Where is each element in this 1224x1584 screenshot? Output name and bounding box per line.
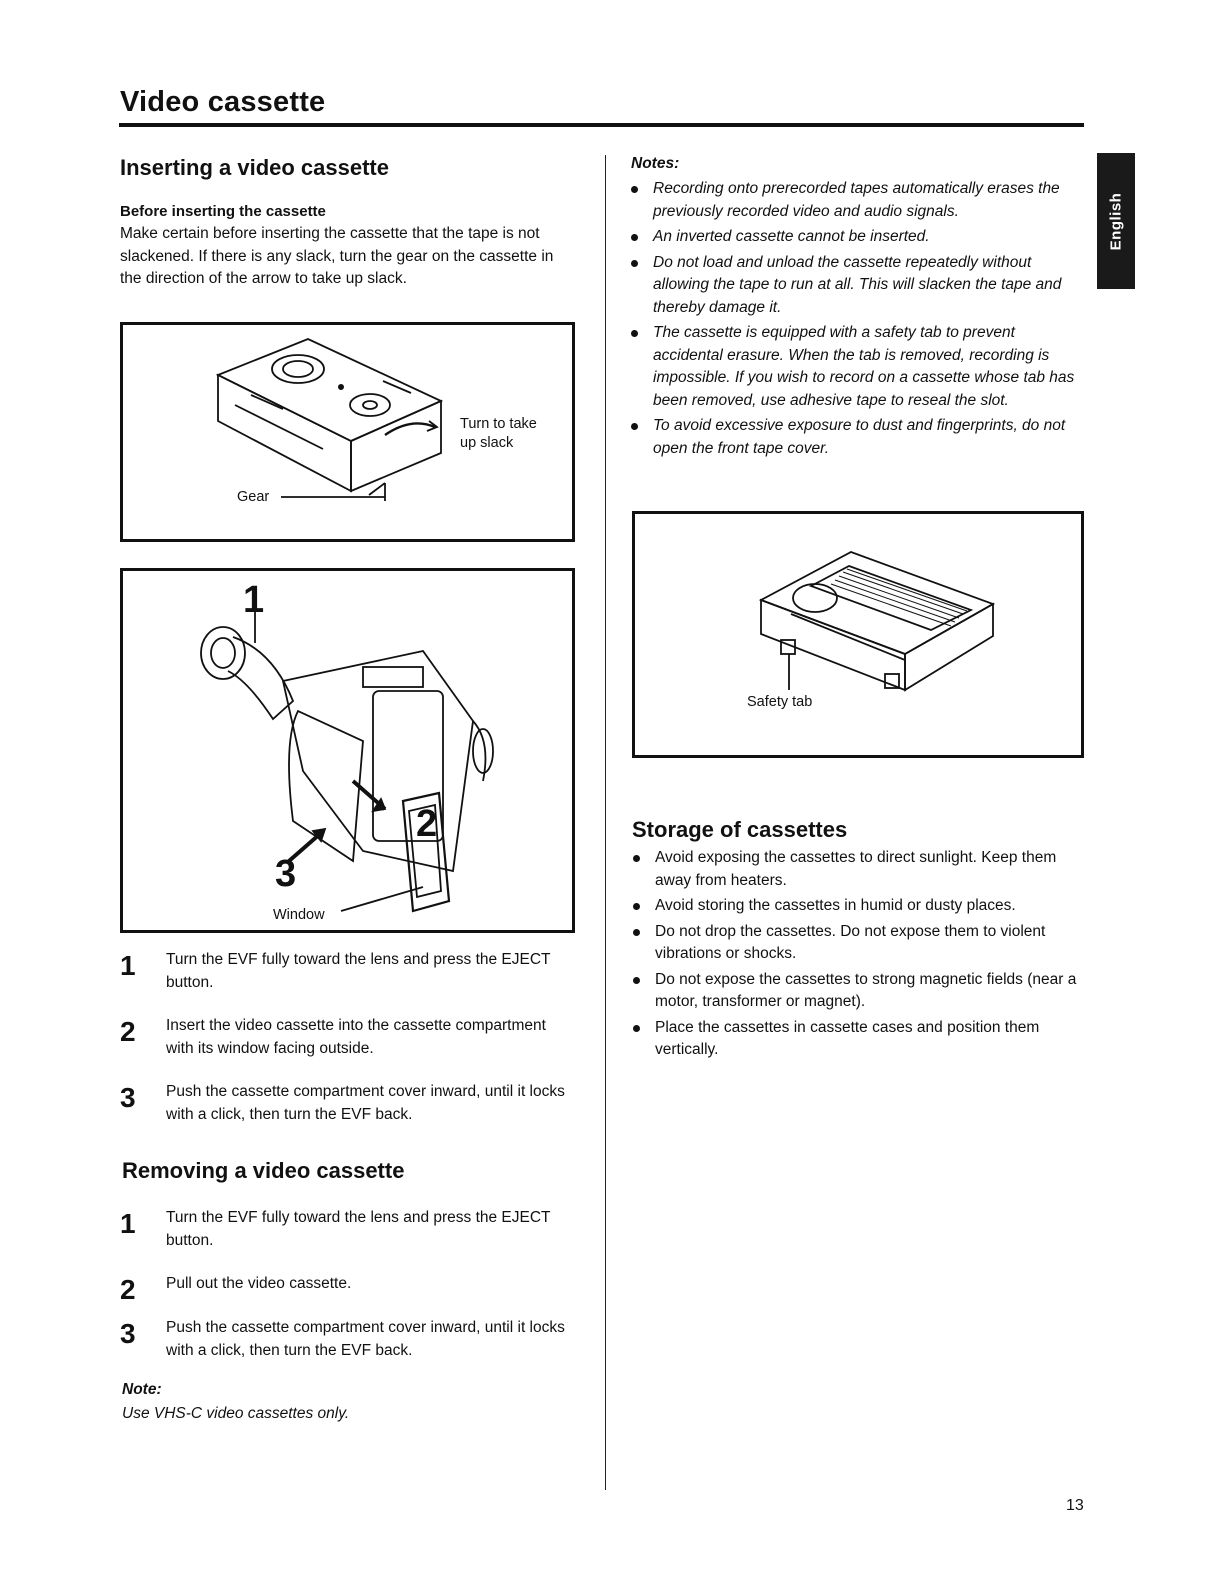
safety-tab-illustration xyxy=(635,514,1081,755)
figure-camcorder-insert xyxy=(120,568,575,933)
remove-step-2-text: Pull out the video cassette. xyxy=(166,1275,352,1292)
remove-step-3-number: 3 xyxy=(120,1318,136,1349)
insert-step-1-number: 1 xyxy=(120,950,136,981)
insert-step-1-text: Turn the EVF fully toward the lens and press the EJECT button. xyxy=(166,951,551,991)
turn-slack-label-2: up slack xyxy=(460,435,514,451)
insert-step-3-number: 3 xyxy=(120,1082,136,1113)
language-tab xyxy=(1097,153,1135,289)
title-rule xyxy=(119,123,1084,127)
safety-tab-label: Safety tab xyxy=(747,694,813,710)
removing-note-text: Use VHS-C video cassettes only. xyxy=(122,1405,350,1422)
callout-3: 3 xyxy=(275,853,297,895)
note-item: The cassette is equipped with a safety tab to prevent accidental erasure. When the tab is removed, recording is impossible. If you wish to record on a cassette whose tab has been removed, use adhesive tape to reseal the slot. xyxy=(631,322,1076,412)
figure-safety-tab xyxy=(632,511,1084,758)
removing-note-title: Note: xyxy=(122,1381,162,1398)
remove-step-1-number: 1 xyxy=(120,1208,136,1239)
storage-list xyxy=(633,847,1083,1065)
before-inserting-label: Before inserting the cassette xyxy=(120,203,326,220)
insert-step-2-number: 2 xyxy=(120,1016,136,1047)
page-title: Video cassette xyxy=(120,86,326,118)
callout-2: 2 xyxy=(416,803,438,845)
callout-1: 1 xyxy=(243,579,265,621)
insert-step-2-text: Insert the video cassette into the cassette compartment with its window facing outside. xyxy=(166,1017,546,1057)
notes-list xyxy=(631,178,1076,463)
note-item: Recording onto prerecorded tapes automatically erases the previously recorded video and audio signals. xyxy=(631,178,1076,223)
insert-step-3-text: Push the cassette compartment cover inward, until it locks with a click, then turn the EVF back. xyxy=(166,1083,565,1123)
figure-cassette-gear xyxy=(120,322,575,542)
storage-heading: Storage of cassettes xyxy=(632,817,848,842)
camcorder-illustration xyxy=(123,571,572,930)
remove-step-1-text: Turn the EVF fully toward the lens and press the EJECT button. xyxy=(166,1209,551,1249)
storage-item: Do not expose the cassettes to strong magnetic fields (near a motor, transformer or magnet). xyxy=(633,969,1083,1014)
window-label: Window xyxy=(273,907,325,923)
note-item: Do not load and unload the cassette repeatedly without allowing the tape to run at all. This will slacken the tape and thereby damage it. xyxy=(631,252,1076,320)
storage-item: Avoid storing the cassettes in humid or dusty places. xyxy=(633,895,1083,918)
gear-label: Gear xyxy=(237,489,270,505)
note-item: To avoid excessive exposure to dust and fingerprints, do not open the front tape cover. xyxy=(631,415,1076,460)
page-number: 13 xyxy=(1066,1497,1084,1514)
column-divider xyxy=(605,155,606,1490)
remove-step-3-text: Push the cassette compartment cover inward, until it locks with a click, then turn the EVF back. xyxy=(166,1319,565,1359)
storage-item: Do not drop the cassettes. Do not expose them to violent vibrations or shocks. xyxy=(633,921,1083,966)
notes-title: Notes: xyxy=(631,155,680,172)
inserting-heading: Inserting a video cassette xyxy=(120,155,389,180)
note-item: An inverted cassette cannot be inserted. xyxy=(631,226,1076,249)
before-inserting-text: Make certain before inserting the cassette that the tape is not slackened. If there is any slack, turn the gear on the cassette in the direction of the arrow to take up slack. xyxy=(120,225,554,287)
storage-item: Place the cassettes in cassette cases and position them vertically. xyxy=(633,1017,1083,1062)
removing-heading: Removing a video cassette xyxy=(122,1158,405,1183)
storage-item: Avoid exposing the cassettes to direct sunlight. Keep them away from heaters. xyxy=(633,847,1083,892)
remove-step-2-number: 2 xyxy=(120,1274,136,1305)
language-tab-label: English xyxy=(1107,192,1125,250)
turn-slack-label-1: Turn to take xyxy=(460,416,537,432)
